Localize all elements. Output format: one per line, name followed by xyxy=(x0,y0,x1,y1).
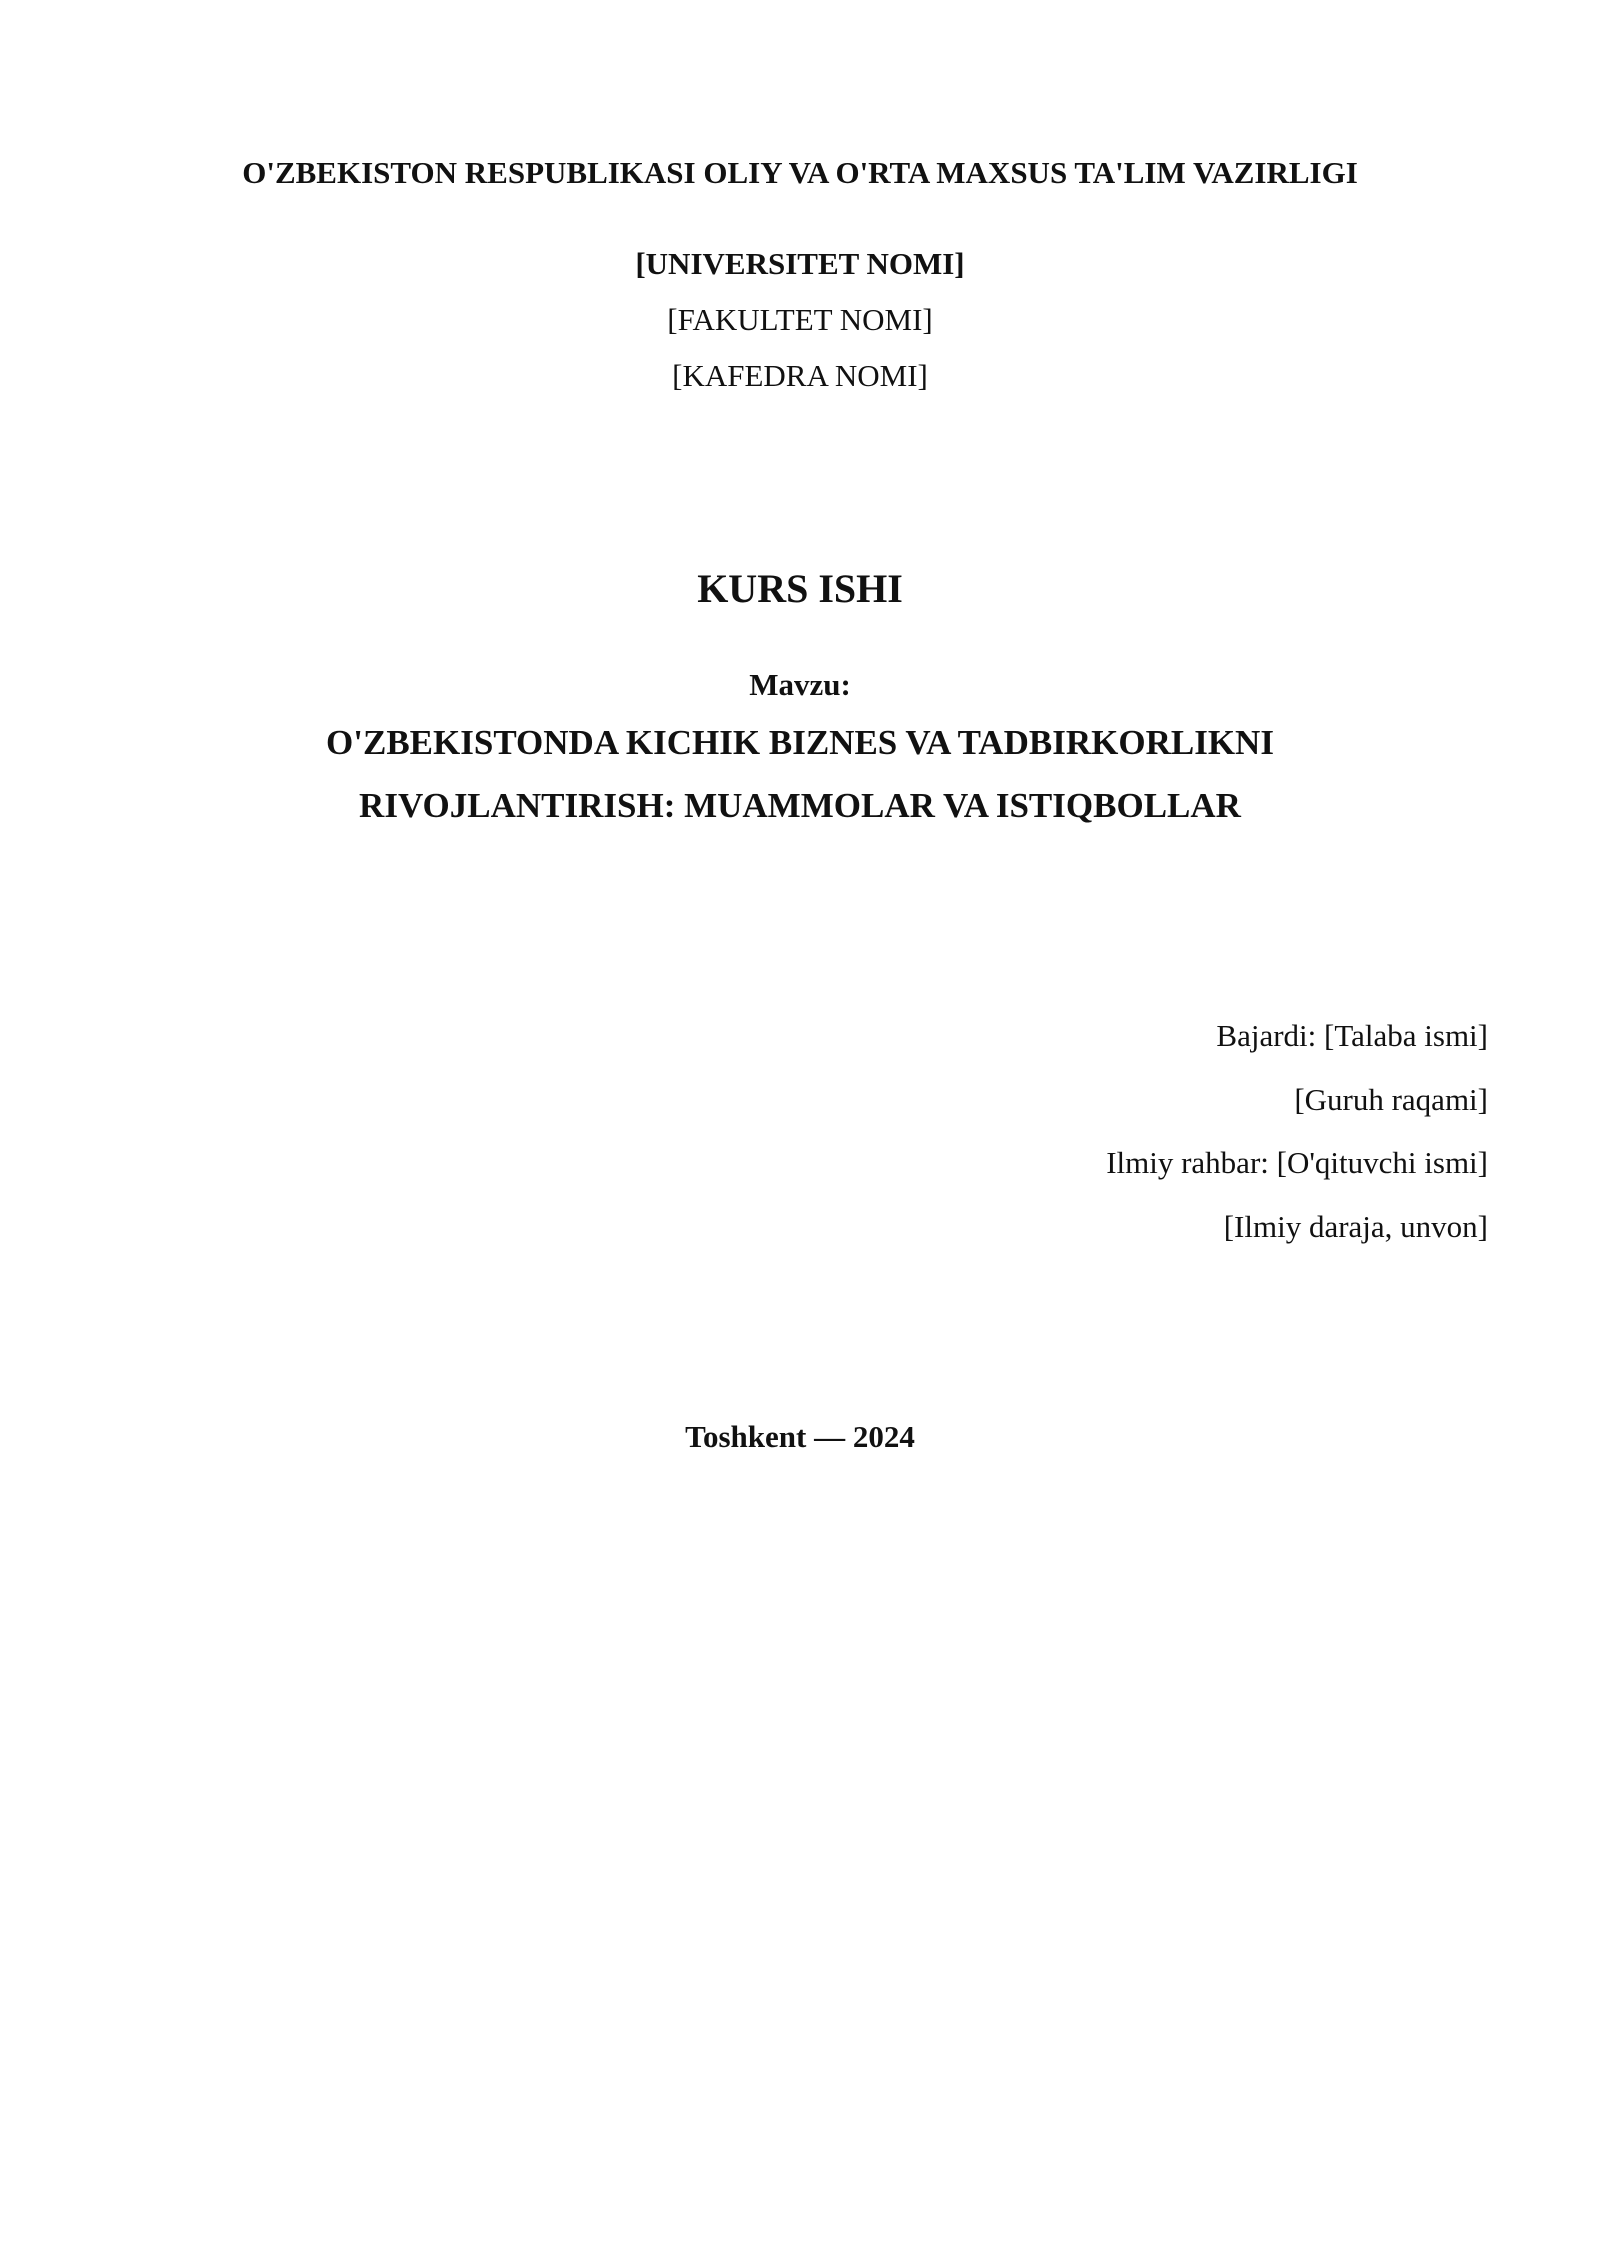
ministry-heading: O'ZBEKISTON RESPUBLIKASI OLIY VA O'RTA MAXSUS TA'LIM VAZIRLIGI xyxy=(242,155,1358,190)
topic-title-line-1: O'ZBEKISTONDA KICHIK BIZNES VA TADBIRKORLIKNI xyxy=(326,723,1274,762)
topic-label: Mavzu: xyxy=(749,667,851,702)
author-line: Bajardi: [Talaba ismi] xyxy=(1216,1018,1488,1053)
department-name: [KAFEDRA NOMI] xyxy=(672,358,928,393)
faculty-name: [FAKULTET NOMI] xyxy=(667,302,933,337)
advisor-line: Ilmiy rahbar: [O'qituvchi ismi] xyxy=(1106,1145,1488,1180)
document-type-title: KURS ISHI xyxy=(697,566,903,611)
university-name: [UNIVERSITET NOMI] xyxy=(635,246,965,281)
place-year: Toshkent — 2024 xyxy=(685,1419,915,1454)
topic-title-line-2: RIVOJLANTIRISH: MUAMMOLAR VA ISTIQBOLLAR xyxy=(359,786,1241,825)
group-number-line: [Guruh raqami] xyxy=(1294,1082,1488,1117)
advisor-degree-line: [Ilmiy daraja, unvon] xyxy=(1223,1209,1488,1244)
